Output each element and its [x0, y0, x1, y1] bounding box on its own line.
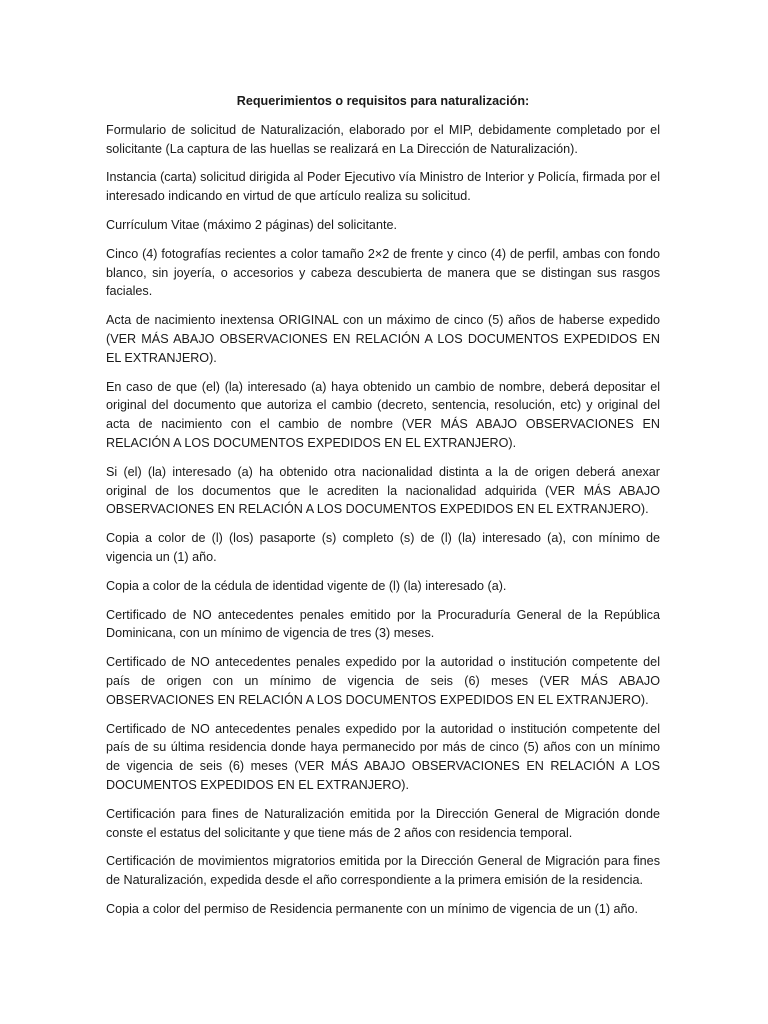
requirement-paragraph: En caso de que (el) (la) interesado (a) haya obtenido un cambio de nombre, deberá depositar el original del documento que autoriza el cambio (decreto, sentencia, resolución, etc) y original del acta de nacimiento con el cambio de nombre (VER MÁS ABAJO OBSERVACIONES EN RELACIÓN A LOS DOCUMENTOS EXPEDIDOS EN EL EXTRANJERO).	[106, 379, 660, 450]
requirement-paragraph: Instancia (carta) solicitud dirigida al Poder Ejecutivo vía Ministro de Interior y Policía, firmada por el interesado indicando en virtud de que artículo realiza su solicitud.	[106, 170, 660, 204]
requirement-paragraph: Certificado de NO antecedentes penales emitido por la Procuraduría General de la República Dominicana, con un mínimo de vigencia de tres (3) meses.	[106, 607, 660, 641]
requirement-paragraph: Copia a color de la cédula de identidad vigente de (l) (la) interesado (a).	[106, 578, 507, 593]
requirement-paragraph: Copia a color de (l) (los) pasaporte (s) completo (s) de (l) (la) interesado (a), con mínimo de vigencia un (1) año.	[106, 531, 660, 564]
requirement-paragraph: Certificación de movimientos migratorios emitida por la Dirección General de Migración para fines de Naturalización, expedida desde el año correspondiente a la primera emisión de la residencia.	[106, 854, 660, 888]
requirement-paragraph: Cinco (4) fotografías recientes a color tamaño 2×2 de frente y cinco (4) de perfil, ambas con fondo blanco, sin joyería, o accesorios y cabeza descubierta de manera que se distingan sus rasgos faciales.	[106, 246, 660, 299]
requirement-paragraph: Currículum Vitae (máximo 2 páginas) del solicitante.	[106, 217, 397, 232]
requirement-paragraph: Formulario de solicitud de Naturalización, elaborado por el MIP, debidamente completado por el solicitante (La captura de las huellas se realizará en La Dirección de Naturalización).	[106, 122, 660, 156]
requirement-paragraph: Copia a color del permiso de Residencia permanente con un mínimo de vigencia de un (1) año.	[106, 901, 639, 916]
requirement-paragraph: Certificado de NO antecedentes penales expedido por la autoridad o institución competente del país de origen con un mínimo de vigencia de seis (6) meses (VER MÁS ABAJO OBSERVACIONES EN RELACIÓN A LOS DOCUMENTOS EXPEDIDOS EN EL EXTRANJERO).	[106, 655, 660, 707]
requirement-paragraph: Acta de nacimiento inextensa ORIGINAL con un máximo de cinco (5) años de haberse expedido (VER MÁS ABAJO OBSERVACIONES EN RELACIÓN A LOS DOCUMENTOS EXPEDIDOS EN EL EXTRANJERO).	[106, 313, 660, 365]
requirement-paragraph: Certificación para fines de Naturalización emitida por la Dirección General de Migración donde conste el estatus del solicitante y que tiene más de 2 años con residencia temporal.	[106, 806, 660, 840]
requirement-paragraph: Si (el) (la) interesado (a) ha obtenido otra nacionalidad distinta a la de origen deberá anexar original de los documentos que le acrediten la nacionalidad adquirida (VER MÁS ABAJO OBSERVACIONES EN RELACIÓN A LOS DOCUMENTOS EXPEDIDOS EN EL EXTRANJERO).	[106, 464, 660, 517]
document-title: Requerimientos o requisitos para naturalización:	[236, 94, 530, 108]
document-body	[106, 92, 660, 929]
requirement-paragraph: Certificado de NO antecedentes penales expedido por la autoridad o institución competente del país de su última residencia donde haya permanecido por más de cinco (5) años con un mínimo de vigencia de seis (6) meses (VER MÁS ABAJO OBSERVACIONES EN RELACIÓN A LOS DOCUMENTOS EXPEDIDOS EN EL EXTRANJERO).	[106, 721, 660, 792]
